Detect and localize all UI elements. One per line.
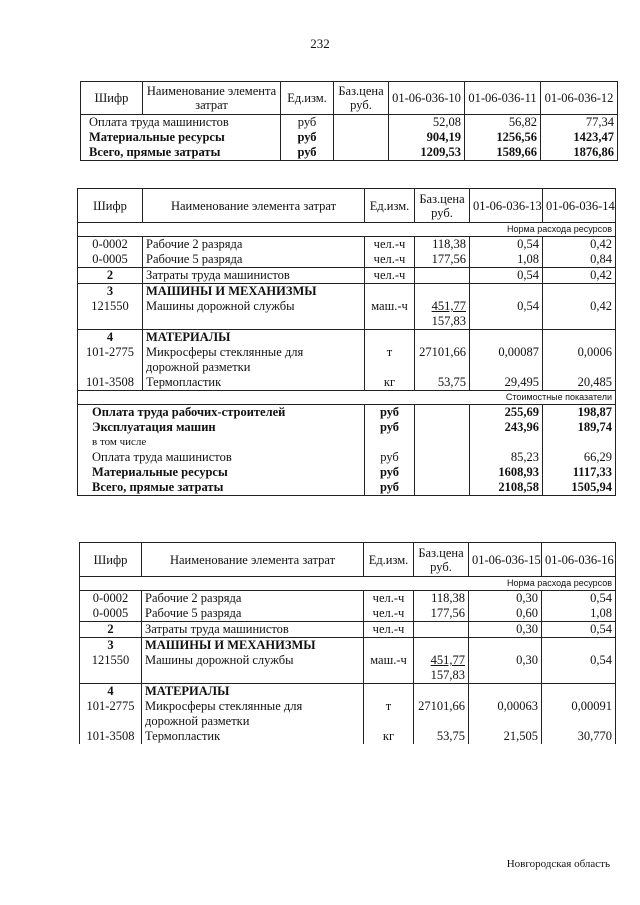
- table-row: [78, 268, 616, 284]
- table-cell: 20,485: [543, 375, 616, 391]
- table-cell: 101-2775: [78, 345, 143, 375]
- section-norm-label: Норма расхода ресурсов: [80, 577, 616, 591]
- table-cell: [365, 435, 415, 450]
- row-value: 1876,86: [541, 145, 618, 161]
- table-cell: 0,30: [469, 622, 542, 638]
- table-2: [77, 188, 616, 496]
- table-cell: маш.-ч: [364, 653, 414, 684]
- table-cell: [415, 330, 470, 346]
- table-cell: [543, 284, 616, 300]
- table-cell: маш.-ч: [365, 299, 415, 330]
- header-code: Шифр: [81, 82, 143, 115]
- table-row: [78, 299, 616, 330]
- table-cell: Рабочие 5 разряда: [143, 252, 365, 268]
- table-cell: 0,30: [469, 653, 542, 684]
- table-cell: 101-3508: [80, 729, 142, 744]
- footer-region: Новгородская область: [506, 858, 610, 870]
- table-row: [80, 622, 616, 638]
- table-cell: [364, 638, 414, 654]
- row-unit: руб: [281, 130, 334, 145]
- table-cell: 121550: [78, 299, 143, 330]
- table-cell: т: [364, 699, 414, 729]
- cell-text: 451,77: [430, 653, 465, 667]
- row-name: Материальные ресурсы: [81, 130, 281, 145]
- cell-text: Микросферы стеклянные для: [145, 699, 303, 713]
- cost-row: [78, 450, 616, 465]
- table-row: [80, 729, 616, 744]
- cell-text: 451,77: [431, 299, 466, 313]
- table-cell: Термопластик: [142, 729, 364, 744]
- table-cell: 177,56: [415, 252, 470, 268]
- table-cell: 1117,33: [543, 465, 616, 480]
- table-row: [81, 115, 618, 131]
- table-cell: 101-3508: [78, 375, 143, 391]
- table-cell: 0,54: [470, 268, 543, 284]
- table-row: [80, 591, 616, 607]
- table-cell: 255,69: [470, 405, 543, 421]
- table-cell: 101-2775: [80, 699, 142, 729]
- table-cell: [365, 330, 415, 346]
- table-row: [80, 699, 616, 729]
- table-cell: 1505,94: [543, 480, 616, 496]
- table-cell: 53,75: [414, 729, 469, 744]
- table-cell: МАШИНЫ И МЕХАНИЗМЫ: [142, 638, 364, 654]
- table-row: [81, 145, 618, 161]
- table-cell: 3: [78, 284, 143, 300]
- table-cell: 189,74: [543, 420, 616, 435]
- table-cell: [415, 480, 470, 496]
- row-value: 904,19: [389, 130, 465, 145]
- table-row: [78, 237, 616, 253]
- table-cell: Оплата труда машинистов: [78, 450, 365, 465]
- table-cell: [543, 330, 616, 346]
- table-cell: Затраты труда машинистов: [142, 622, 364, 638]
- table-row: [78, 252, 616, 268]
- header-unit: Ед.изм.: [364, 543, 414, 577]
- table-cell: [542, 638, 616, 654]
- table-cell: [415, 299, 470, 330]
- section-cost-label: Стоимостные показатели: [78, 391, 616, 405]
- table-cell: 0,00091: [542, 699, 616, 729]
- header-col-16: 01-06-036-16: [542, 543, 616, 577]
- table-cell: 3: [80, 638, 142, 654]
- table-cell: кг: [365, 375, 415, 391]
- table-cell: Рабочие 2 разряда: [142, 591, 364, 607]
- cell-text: 157,83: [430, 668, 465, 682]
- table-cell: [334, 115, 389, 131]
- table-cell: [415, 268, 470, 284]
- row-value: 52,08: [389, 115, 465, 131]
- table-cell: руб: [365, 420, 415, 435]
- table-cell: 0,30: [469, 591, 542, 607]
- table-cell: руб: [365, 465, 415, 480]
- table-cell: 0,42: [543, 237, 616, 253]
- table-cell: [364, 684, 414, 700]
- row-name: Всего, прямые затраты: [81, 145, 281, 161]
- cost-row: [78, 435, 616, 450]
- table-cell: 1,08: [470, 252, 543, 268]
- table-cell: чел.-ч: [365, 237, 415, 253]
- header-col-11: 01-06-036-11: [465, 82, 541, 115]
- table-3: [79, 542, 616, 744]
- table-cell: 21,505: [469, 729, 542, 744]
- table-cell: 0,0006: [543, 345, 616, 375]
- table-cell: [470, 435, 543, 450]
- table-cell: руб: [365, 450, 415, 465]
- table-cell: 0,60: [469, 606, 542, 622]
- table-cell: [415, 435, 470, 450]
- table-cell: [414, 638, 469, 654]
- cost-row: [78, 480, 616, 496]
- table-cell: 0-0005: [78, 252, 143, 268]
- table-cell: МАТЕРИАЛЫ: [143, 330, 365, 346]
- cost-row: [78, 420, 616, 435]
- table-cell: МАШИНЫ И МЕХАНИЗМЫ: [143, 284, 365, 300]
- row-value: 1256,56: [465, 130, 541, 145]
- table-cell: 0,00063: [469, 699, 542, 729]
- header-price: Баз.цена руб.: [334, 82, 389, 115]
- table-cell: 0,84: [543, 252, 616, 268]
- cost-row: [78, 465, 616, 480]
- table-cell: 0,54: [542, 591, 616, 607]
- table-cell: [470, 330, 543, 346]
- table-cell: Затраты труда машинистов: [143, 268, 365, 284]
- table-cell: 1,08: [542, 606, 616, 622]
- table-cell: [142, 699, 364, 729]
- table-cell: т: [365, 345, 415, 375]
- header-name: Наименование элемента затрат: [143, 82, 281, 115]
- table-cell: 0,42: [543, 299, 616, 330]
- section-row: [78, 284, 616, 300]
- table-cell: Машины дорожной службы: [142, 653, 364, 684]
- table-cell: Оплата труда рабочих-строителей: [78, 405, 365, 421]
- table-cell: [542, 684, 616, 700]
- table-cell: 29,495: [470, 375, 543, 391]
- header-price: Баз.цена руб.: [414, 543, 469, 577]
- table-cell: [415, 420, 470, 435]
- table-cell: руб: [365, 480, 415, 496]
- table-cell: [334, 130, 389, 145]
- row-value: 1423,47: [541, 130, 618, 145]
- section-norm-label: Норма расхода ресурсов: [78, 223, 616, 237]
- table-cell: 243,96: [470, 420, 543, 435]
- header-unit: Ед.изм.: [365, 189, 415, 223]
- table-cell: [415, 405, 470, 421]
- table-cell: 0-0002: [78, 237, 143, 253]
- table-cell: 2108,58: [470, 480, 543, 496]
- cell-text: Микросферы стеклянные для: [146, 345, 304, 359]
- table-cell: 27101,66: [414, 699, 469, 729]
- table-cell: 1608,93: [470, 465, 543, 480]
- header-col-13: 01-06-036-13: [470, 189, 543, 223]
- table-cell: [543, 435, 616, 450]
- table-cell: [469, 684, 542, 700]
- table-cell: 0-0005: [80, 606, 142, 622]
- table-cell: МАТЕРИАЛЫ: [142, 684, 364, 700]
- table-cell: [415, 465, 470, 480]
- table-cell: 4: [78, 330, 143, 346]
- cell-text: дорожной разметки: [145, 714, 250, 728]
- table-cell: чел.-ч: [365, 252, 415, 268]
- table-cell: [415, 284, 470, 300]
- table-cell: Всего, прямые затраты: [78, 480, 365, 496]
- table-cell: [469, 638, 542, 654]
- row-unit: руб: [281, 115, 334, 131]
- row-unit: руб: [281, 145, 334, 161]
- header-name: Наименование элемента затрат: [142, 543, 364, 577]
- table-cell: 2: [80, 622, 142, 638]
- table-cell: [415, 450, 470, 465]
- table-cell: 2: [78, 268, 143, 284]
- table-row: [78, 375, 616, 391]
- header-col-10: 01-06-036-10: [389, 82, 465, 115]
- section-row: [80, 684, 616, 700]
- table-cell: 118,38: [414, 591, 469, 607]
- table-cell: кг: [364, 729, 414, 744]
- header-col-15: 01-06-036-15: [469, 543, 542, 577]
- table-cell: 4: [80, 684, 142, 700]
- table-cell: 27101,66: [415, 345, 470, 375]
- row-name: Оплата труда машинистов: [81, 115, 281, 131]
- row-value: 1209,53: [389, 145, 465, 161]
- table-cell: 0,54: [470, 299, 543, 330]
- table-cell: 121550: [80, 653, 142, 684]
- table-row: [78, 345, 616, 375]
- header-price: Баз.цена руб.: [415, 189, 470, 223]
- table-cell: Термопластик: [143, 375, 365, 391]
- section-row: [80, 638, 616, 654]
- table-cell: Рабочие 2 разряда: [143, 237, 365, 253]
- table-cell: 85,23: [470, 450, 543, 465]
- table-row: [81, 130, 618, 145]
- table-cell: [143, 345, 365, 375]
- cell-text: дорожной разметки: [146, 360, 251, 374]
- header-col-14: 01-06-036-14: [543, 189, 616, 223]
- table-row: [80, 606, 616, 622]
- table-cell: 0,54: [470, 237, 543, 253]
- table-cell: [414, 622, 469, 638]
- table-cell: 53,75: [415, 375, 470, 391]
- table-row: [80, 653, 616, 684]
- table-cell: Машины дорожной службы: [143, 299, 365, 330]
- row-value: 1589,66: [465, 145, 541, 161]
- table-cell: 0,54: [542, 622, 616, 638]
- table-cell: 198,87: [543, 405, 616, 421]
- table-1: [80, 81, 618, 161]
- header-unit: Ед.изм.: [281, 82, 334, 115]
- header-name: Наименование элемента затрат: [143, 189, 365, 223]
- table-cell: [470, 284, 543, 300]
- table-cell: 0,42: [543, 268, 616, 284]
- table-cell: 66,29: [543, 450, 616, 465]
- header-col-12: 01-06-036-12: [541, 82, 618, 115]
- table-cell: чел.-ч: [365, 268, 415, 284]
- header-code: Шифр: [80, 543, 142, 577]
- section-row: [78, 330, 616, 346]
- table-cell: [334, 145, 389, 161]
- table-cell: руб: [365, 405, 415, 421]
- table-cell: 0,54: [542, 653, 616, 684]
- table-cell: Рабочие 5 разряда: [142, 606, 364, 622]
- cost-row: [78, 405, 616, 421]
- table-cell: чел.-ч: [364, 606, 414, 622]
- table-cell: [414, 684, 469, 700]
- table-cell: [365, 284, 415, 300]
- table-cell: 177,56: [414, 606, 469, 622]
- row-value: 77,34: [541, 115, 618, 131]
- table-cell: 0,00087: [470, 345, 543, 375]
- table-cell: 0-0002: [80, 591, 142, 607]
- table-cell: Эксплуатация машин: [78, 420, 365, 435]
- table-cell: 118,38: [415, 237, 470, 253]
- cell-text: 157,83: [431, 314, 466, 328]
- table-cell: чел.-ч: [364, 622, 414, 638]
- table-cell: [414, 653, 469, 684]
- table-cell: Материальные ресурсы: [78, 465, 365, 480]
- table-cell: в том числе: [78, 435, 365, 450]
- table-cell: чел.-ч: [364, 591, 414, 607]
- page-number: 232: [310, 36, 330, 51]
- table-cell: 30,770: [542, 729, 616, 744]
- row-value: 56,82: [465, 115, 541, 131]
- header-code: Шифр: [78, 189, 143, 223]
